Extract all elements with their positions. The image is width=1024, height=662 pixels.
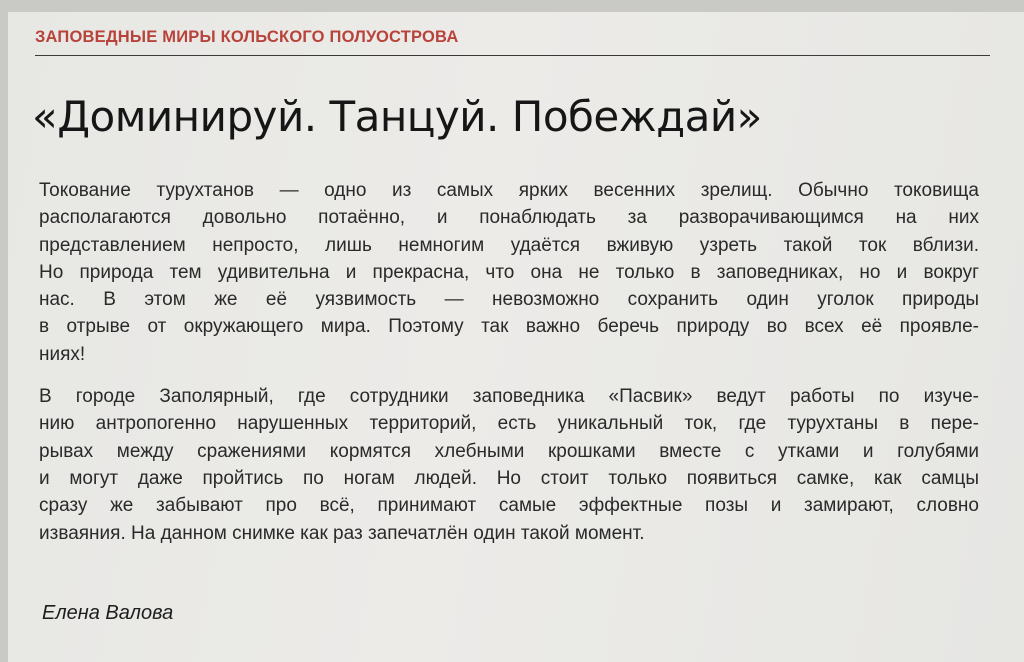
article-body bbox=[39, 177, 979, 547]
text-line: изваяния. На данном снимке как раз запечатлён один такой момент. bbox=[39, 522, 645, 544]
text-line: нас. В этом же её уязвимость — невозможно сохранить один уголок природы bbox=[39, 289, 979, 311]
text-line: нию антропогенно нарушенных территорий, есть уникальный ток, где турухтаны в пере- bbox=[39, 413, 979, 435]
text-line: и могут даже пройтись по ногам людей. Но стоит только появиться самке, как самцы bbox=[39, 467, 979, 489]
text-line: рывах между сражениями кормятся хлебными крошками вместе с утками и голубями bbox=[39, 440, 979, 462]
text-line: В городе Заполярный, где сотрудники заповедника «Пасвик» ведут работы по изуче- bbox=[39, 386, 979, 408]
text-line: ниях! bbox=[39, 343, 86, 365]
text-line: Но природа тем удивительна и прекрасна, что она не только в заповедниках, но и вокруг bbox=[39, 261, 979, 283]
text-line: Токование турухтанов — одно из самых ярких весенних зрелищ. Обычно токовища bbox=[39, 180, 979, 201]
paragraph-2 bbox=[39, 383, 979, 547]
text-line: представлением непросто, лишь немногим удаётся вживую узреть такой ток вблизи. bbox=[39, 234, 979, 256]
section-label: ЗАПОВЕДНЫЕ МИРЫ КОЛЬСКОГО ПОЛУОСТРОВА bbox=[35, 28, 459, 46]
exhibit-panel bbox=[8, 12, 1024, 662]
text-line: располагаются довольно потаённо, и понаблюдать за разворачивающимся на них bbox=[39, 207, 979, 229]
paragraph-1 bbox=[39, 177, 979, 368]
author-name: Елена Валова bbox=[42, 602, 174, 624]
text-line: сразу же забывают про всё, принимают самые эффектные позы и замирают, словно bbox=[39, 495, 979, 517]
section-header bbox=[35, 28, 990, 56]
text-line: в отрыве от окружающего мира. Поэтому так важно беречь природу во всех её проявле- bbox=[39, 316, 979, 338]
page-title: «Доминируй. Танцуй. Побеждай» bbox=[32, 92, 762, 141]
